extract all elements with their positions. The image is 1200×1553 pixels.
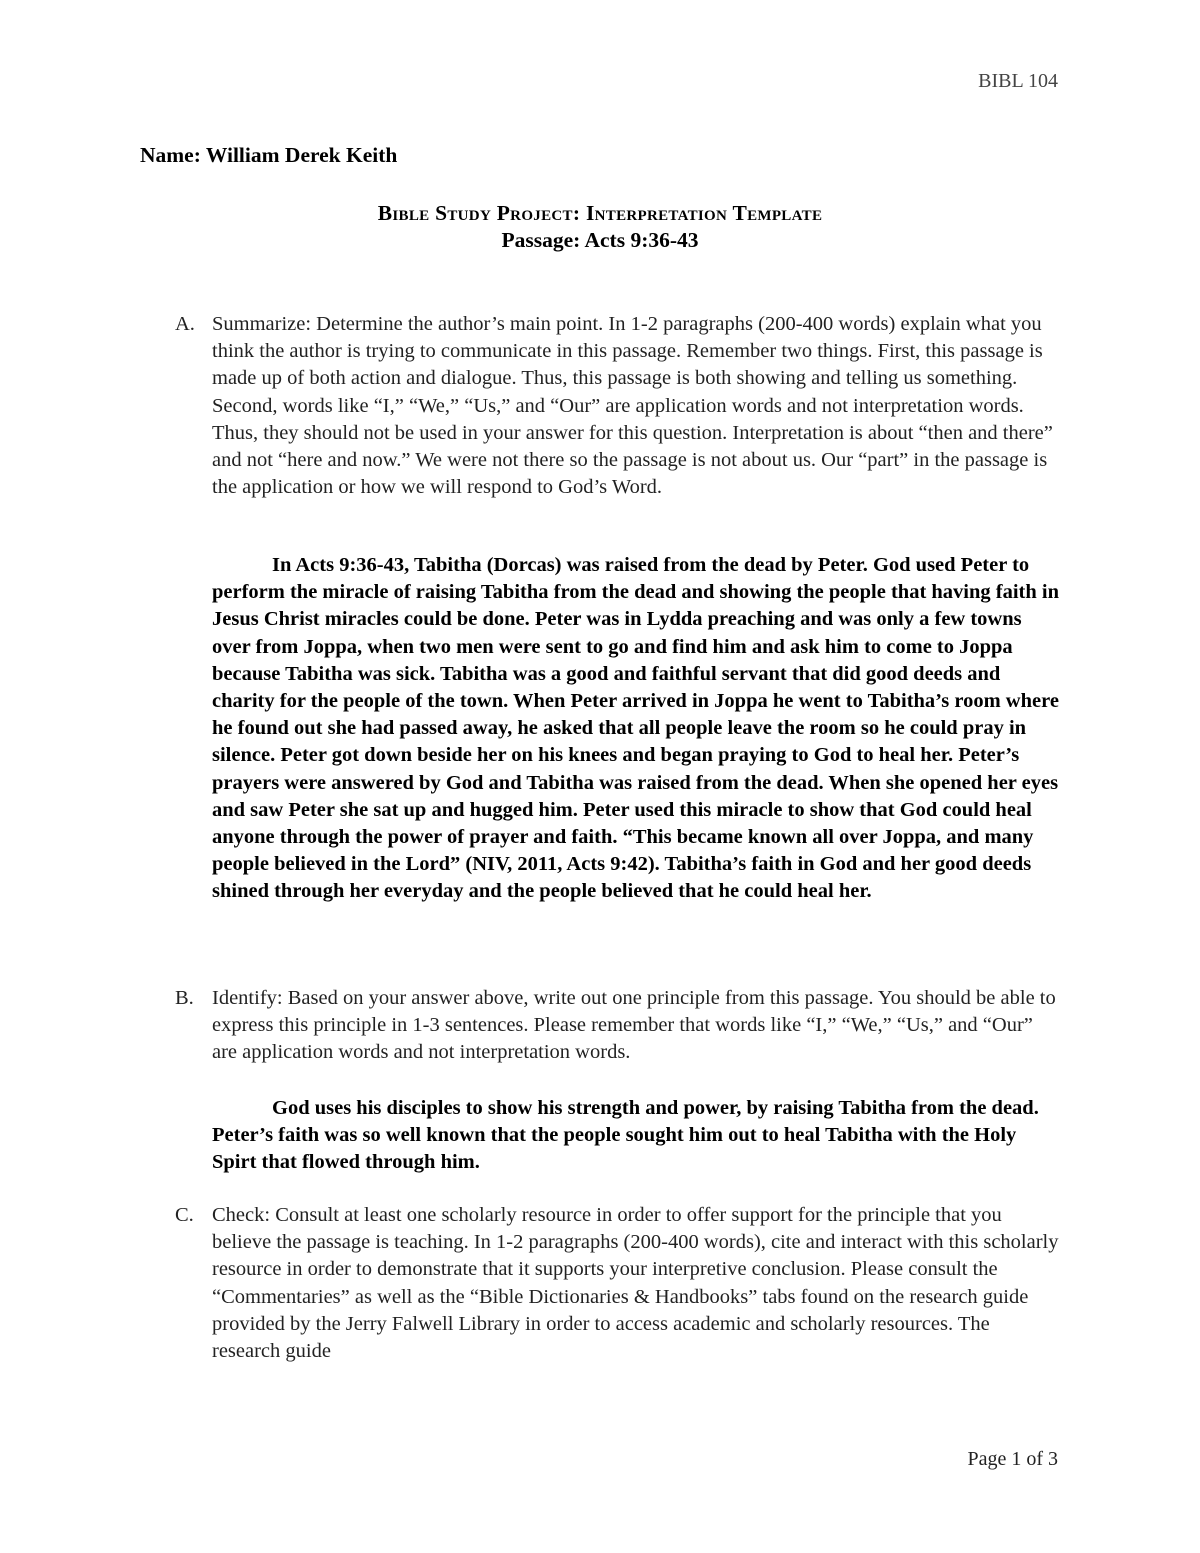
section-b-answer: God uses his disciples to show his strength and power, by raising Tabitha from the dead. Peter’s faith was so well known that the people sought him out to heal Tabitha with the Holy Spirt that flowed through him. bbox=[212, 1097, 1039, 1174]
section-b bbox=[175, 985, 1060, 1067]
section-a bbox=[175, 311, 1060, 501]
section-c-letter: C. bbox=[175, 1204, 194, 1226]
section-a-answer: In Acts 9:36-43, Tabitha (Dorcas) was raised from the dead by Peter. God used Peter to perform the miracle of raising Tabitha from the dead and showing the people that having faith in Jesus Christ miracles could be done. Peter was in Lydda preaching and was only a few towns over from Joppa, when two men were sent to go and find him and ask him to come to Joppa because Tabitha was sick. Tabitha was a good and faithful servant that did good deeds and charity for the people of the town. When Peter arrived in Joppa he went to Tabitha’s room where he found out she had passed away, he asked that all people leave the room so he could pray in silence. Peter got down beside her on his knees and began praying to God to heal her. Peter’s prayers were answered by God and Tabitha was raised from the dead. When she opened her eyes and saw Peter she sat up and hugged him. Peter used this miracle to show that God could heal anyone through the power of prayer and faith. “This became known all over Joppa, and many people believed in the Lord” (NIV, 2011, Acts 9:42). Tabitha’s faith in God and her good deeds shined through her everyday and the people believed that he could heal her. bbox=[212, 554, 1059, 903]
name-line: Name: William Derek Keith bbox=[140, 143, 398, 167]
page-number: Page 1 of 3 bbox=[967, 1448, 1058, 1470]
title-block bbox=[0, 200, 1200, 254]
section-c bbox=[175, 1202, 1060, 1365]
document-title: Bible Study Project: Interpretation Template bbox=[377, 201, 823, 225]
course-header: BIBL 104 bbox=[978, 70, 1058, 92]
section-a-prompt: Summarize: Determine the author’s main point. In 1-2 paragraphs (200-400 words) explain what you think the author is trying to communicate in this passage. Remember two things. First, this passage is made up of both action and dialogue. Thus, this passage is both showing and telling us something. Second, words like “I,” “We,” “Us,” and “Our” are application words and not interpretation words. Thus, they should not be used in your answer for this question. Interpretation is about “then and there” and not “here and now.” We were not there so the passage is not about us. Our “part” in the passage is the application or how we will respond to God’s Word. bbox=[212, 313, 1053, 499]
passage-reference: Passage: Acts 9:36-43 bbox=[501, 228, 699, 252]
section-b-letter: B. bbox=[175, 987, 194, 1009]
section-c-prompt: Check: Consult at least one scholarly resource in order to offer support for the principle that you believe the passage is teaching. In 1-2 paragraphs (200-400 words), cite and interact with this scholarly resource in order to demonstrate that it supports your interpretive conclusion. Please consult the “Commentaries” as well as the “Bible Dictionaries & Handbooks” tabs found on the research guide provided by the Jerry Falwell Library in order to access academic and scholarly resources. The research guide bbox=[212, 1204, 1059, 1363]
section-a-letter: A. bbox=[175, 313, 195, 335]
section-b-prompt: Identify: Based on your answer above, write out one principle from this passage. You should be able to express this principle in 1-3 sentences. Please remember that words like “I,” “We,” “Us,” and “Our” are application words and not interpretation words. bbox=[212, 987, 1056, 1064]
